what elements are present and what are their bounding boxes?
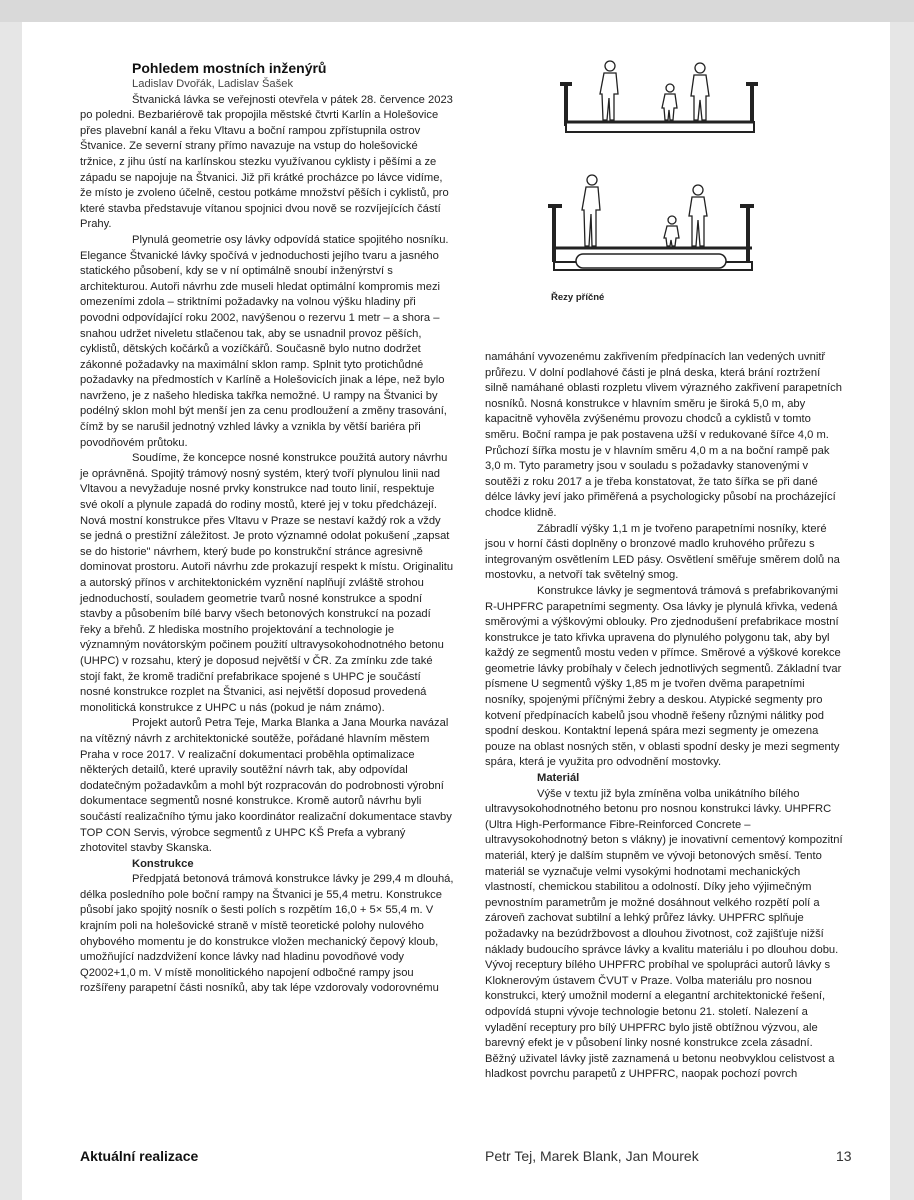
article-authors: Ladislav Dvořák, Ladislav Šašek (132, 78, 294, 90)
footer-authors: Petr Tej, Marek Blank, Jan Mourek (485, 1148, 699, 1164)
paragraph: Projekt autorů Petra Teje, Marka Blanka a Jana Mourka navázal na vítězný návrh z architektonické soutěže, pořádané hlavním městem Praha v roce 2017. V realizační dokumentaci proběhla optimalizace některých detailů, které upravily soutěžní návrh tak, aby odpovídal dodatečným požadavkům a mohl být rozpracován do podrobnosti výrobní dokumentace segmentů nosné konstrukce. Kromě autorů návrhu byli součástí realizačního týmu jako koordinátor realizační dokumentace stavby TOP CON Servis, výrobce segmentů z UHPC KŠ Prefa a vybraný zhotovitel stavby Skanska. (80, 717, 452, 855)
top-margin-bar (0, 0, 914, 22)
left-column (80, 60, 454, 997)
page-number: 13 (836, 1148, 852, 1164)
paragraph: Soudíme, že koncepce nosné konstrukce použitá autory návrhu je oprávněná. Spojitý trámový nosný systém, který tvoří plynulou linii nad Vltavou a nevyžaduje nosné prvky konstrukce nad touto linií, respektuje své okolí a plynule zapadá do rodiny mostů, které jej v toku předcházejí. Nová mostní konstrukce přes Vltavu v Praze se nestaví každý rok a vždy se jedná o prestižní záležitost. Je proto významné odolat pokušení „zapsat se do historie" návrhem, který bude po konstrukční stránce agresivně dominovat prostoru. Autoři návrhu zde prokazují respekt k místu. Originalitu a autorský přínos v architektonickém vyznění naplňují zvláště strohou jednoduchostí, souladem geometrie tvarů nosné konstrukce a spodní stavby a působením bílé barvy všech betonových konstrukcí na pozadí řeky a břehů. Z hlediska mostního projektování a technologie je významným novátorským počinem použití ultravysokohodnotného betonu (UHPC) v rozsahu, který je doposud největší v ČR. Za zmínku zde také stojí fakt, že kromě tradiční prefabrikace spojené s UHPC je součástí nosné konstrukce rozplet na Štvanici, asi největší doposud provedená monolitická konstrukce z UHPC u nás (pokud je nám známo). (80, 452, 454, 714)
paragraph: Zábradlí výšky 1,1 m je tvořeno parapetními nosníky, které jsou v horní části doplněny o bronzové madlo kruhového průřezu s integrovaným osvětlením LED pásy. Osvětlení směřuje směrem dolů na mostovku, a netvoří tak světelný smog. (485, 522, 840, 582)
cross-section-bottom (548, 170, 758, 285)
paragraph: Výše v textu již byla zmíněna volba unikátního bílého ultravysokohodnotného betonu pro nosnou konstrukci lávky. UHPFRC (Ultra High-Performance Fibre-Reinforced Concrete – ultravysokohodnotný beton s vlákny) je inovativní cementový kompozitní materiál, který je dalším stupněm ve vývoji betonových směsí. Tento materiál se vyznačuje velmi vysokými hodnotami mechanických vlastností, chemickou stabilitou a odolností. Díky jeho výjimečným pevnostním parametrům je možné dosáhnout velkého rozpětí polí a zároveň zachovat subtilní a lehký průřez lávky. UHPFRC splňuje požadavky na bezúdržbovost a dlouhou životnost, což zajišťuje nižší náklady budoucího správce lávky a kvalitu materiálu i po dlouhou dobu. Vývoj receptury bílého UHPFRC probíhal ve spolupráci autorů lávky s Kloknerovým ústavem ČVUT v Praze. Volba materiálu pro nosnou konstrukci, který umožnil moderní a elegantní architektonické řešení, odpovídá stupni vývoje technologie betonu 21. století. Nalezení a vyladění receptury pro bílý UHPFRC bylo jistě obtížnou výzvou, ale barevný efekt je v působení linky nosné konstrukce zcela zásadní. Běžný uživatel lávky jistě zaznamená u betonu neobvyklou celistvost a hladkost povrchu parapetů z UHPFRC, naopak pochozí povrch (485, 787, 843, 1081)
section-heading-konstrukce: Konstrukce (132, 857, 194, 870)
article-title: Pohledem mostních inženýrů (132, 60, 327, 76)
figure-caption: Řezy příčné (551, 292, 605, 303)
paragraph: Štvanická lávka se veřejnosti otevřela v pátek 28. července 2023 po poledni. Bezbariérově tak propojila městské čtvrti Karlín a Holešovice přes plavební kanál a řeku Vltavu a boční rampou zpřístupnila ostrov Štvanice. Ze severní strany přímo navazuje na vstup do holešovické tržnice, z jihu ústí na karlínskou stezku využívanou cyklisty i pěšími a ze západu se napojuje na Štvanici. Již při krátké procházce po lávce vidíme, že místo je zvoleno účelně, cestou potkáme množství pěších i cyklistů, pro které stavba představuje vítanou spojnici dvou nově se rozvíjejících částí Prahy. (80, 93, 453, 231)
footer-section-name: Aktuální realizace (80, 1148, 199, 1164)
paragraph: Konstrukce lávky je segmentová trámová s prefabrikovanými R-UHPFRC parapetními segmenty. Osa lávky je plynulá křivka, vedená směrovými a výškovými oblouky. Pro zjednodušení prefabrikace mostní konstrukce je tato křivka upravena do plynulého polygonu tak, aby byl každý ze segmentů mostu veden v přímce. Směrové a výškové korekce geometrie lávky probíhaly v čelech jednotlivých segmentů. Základní tvar písmene U segmentů výšky 1,85 m je tvořen dvěma parapetními nosníky, spojenými příčnými žebry a deskou. Atypické segmenty pro kotvení předpínacích kabelů jsou vhodně řešeny různými nálitky pod spodní deskou. Kontaktní lepená spára mezi segmenty je omezena pouze na oblast nosných stěn, v oblasti spodní desky je mezi segmenty spára, která je využita pro odvodnění mostovky. (485, 584, 842, 769)
paragraph: Předpjatá betonová trámová konstrukce lávky je 299,4 m dlouhá, délka posledního pole boční rampy na Štvanici je 55,4 metru. Konstrukce působí jako spojitý nosník o šesti polích s rozpětím 16,0 + 5× 55,4 m. V krajním poli na holešovické straně v místě teoretické polohy nulového ohybového momentu je do konstrukce vložen mechanický čepový kloub, umožňující nadzdvižení konce lávky nad hladinu povodňové vody Q2002+1,0 m. V místě monolitického napojení odbočné rampy jsou rozšířeny parapetní části nosníků, aby tak lépe vzdorovaly vodorovnému (80, 873, 454, 995)
paragraph: namáhání vyvozenému zakřivením předpínacích lan vedených uvnitř průřezu. V dolní podlahové části je plná deska, která brání roztržení silně namáhané oblasti rozpletu vlivem výrazného zakřivení parapetních nosníků. Nosná konstrukce v hlavním směru je široká 5,0 m, aby kapacitně vyhověla zvýšenému provozu chodců a cyklistů v tomto směru. Boční rampa je pak postavena užší v redukované šířce 4,0 m. Průchozí šířka mostu je v hlavním směru 4,0 m a na boční rampě pak 3,0 m. Tyto parametry jsou v souladu s požadavky stanovenými v soutěži z roku 2017 a je třeba konstatovat, že tato šířka se při dané délce lávky jeví jako přiměřená a psychologicky působí na procházející chodce klidně. (485, 351, 842, 519)
section-heading-material: Materiál (537, 772, 580, 785)
paragraph: Plynulá geometrie osy lávky odpovídá statice spojitého nosníku. Elegance Štvanické lávky spočívá v jednoduchosti jejího tvaru a jasného statického působení, kdy se v ní optimálně snoubí inženýrství s architekturou. Autoři návrhu zde museli hledat optimální kompromis mezi omezeními zdola – striktními požadavky na volnou výšku hladiny při povodni odpovídající roku 2002, navýšenou o rezervu 1 metr – a shora – snahou udržet niveletu stlačenou tak, aby se usnadnil provoz pěších, cyklistů, dětských kočárků a vozíčkářů. Současně bylo nutno dodržet zákonné požadavky na maximální sklon ramp. Splnit tyto protichůdné požadavky na předmostích v Karlíně a Holešovicích jinak a lépe, než bylo navrženo, je z našeho hlediska takřka nemožné. U rampy na Štvanici by podélný sklon mohl být menší jen za cenu prodloužení a změny trasování, čímž by se narušil jednotný vzhled lávky a vznikla by větší bariéra při povodňovém průtoku. (80, 233, 449, 449)
cross-section-top (560, 58, 760, 158)
right-column (485, 350, 845, 1083)
